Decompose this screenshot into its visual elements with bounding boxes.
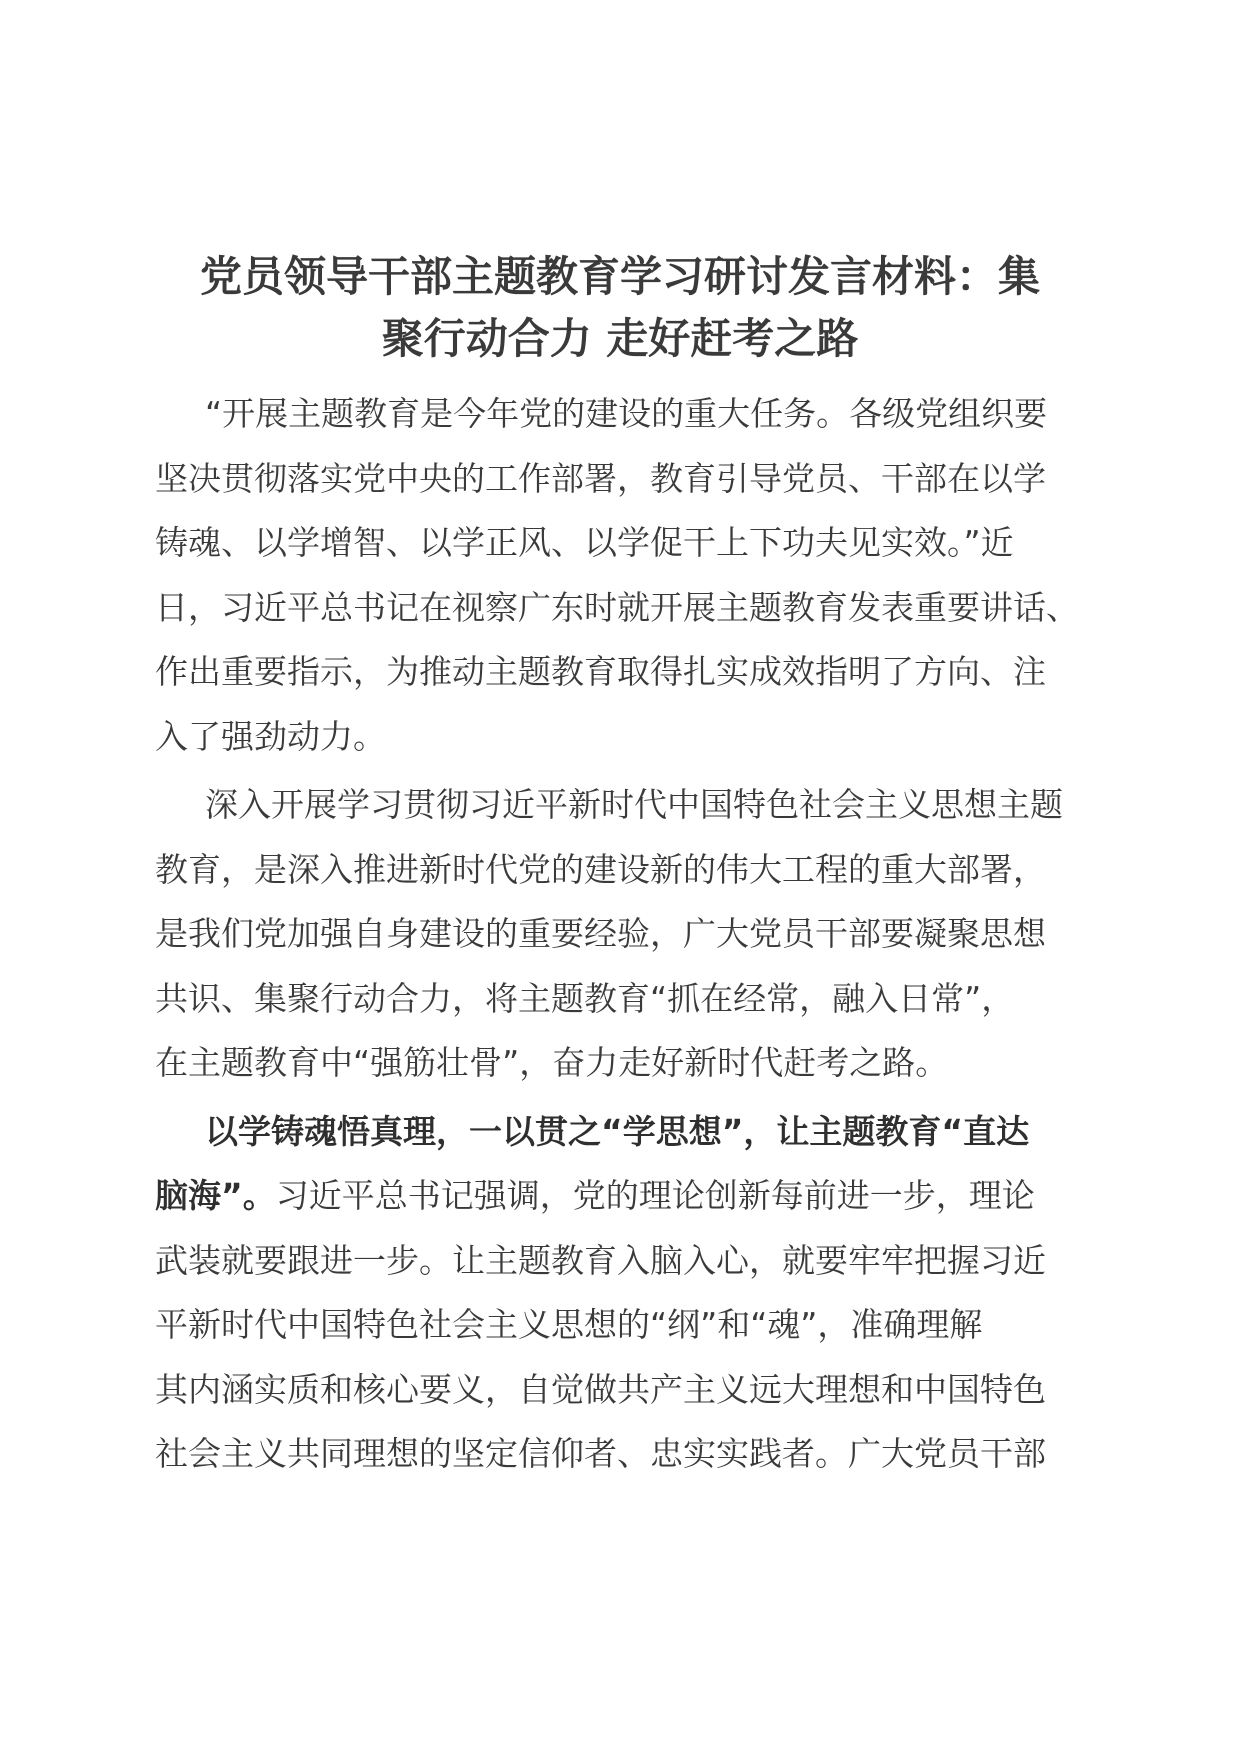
paragraph-line: 铸魂、以学增智、以学正风、以学促干上下功夫见实效。”近 bbox=[155, 523, 1014, 562]
paragraph-line: 是我们党加强自身建设的重要经验，广大党员干部要凝聚思想 bbox=[155, 914, 1046, 953]
paragraph-line: 共识、集聚行动合力，将主题教育“抓在经常，融入日常”， bbox=[155, 978, 1015, 1018]
paragraph-3 bbox=[155, 1100, 1085, 1487]
document-title bbox=[150, 246, 1090, 370]
paragraph-1 bbox=[155, 382, 1085, 769]
section-heading-part-1: 以学铸魂悟真理，一以贯之“学思想”，让主题教育“直达 bbox=[205, 1111, 1030, 1151]
paragraph-line: 社会主义共同理想的坚定信仰者、忠实实践者。广大党员干部 bbox=[155, 1434, 1046, 1473]
paragraph-2 bbox=[155, 773, 1085, 1096]
paragraph-line: 坚决贯彻落实党中央的工作部署，教育引导党员、干部在以学 bbox=[155, 458, 1046, 498]
paragraph-line bbox=[155, 1164, 1085, 1229]
paragraph-line: 其内涵实质和核心要义，自觉做共产主义远大理想和中国特色 bbox=[155, 1369, 1046, 1409]
paragraph-line: 作出重要指示，为推动主题教育取得扎实成效指明了方向、注 bbox=[155, 652, 1046, 691]
paragraph-line: “开展主题教育是今年党的建设的重大任务。各级党组织要 bbox=[205, 394, 1048, 433]
title-line: 党员领导干部主题教育学习研讨发言材料：集 bbox=[199, 252, 1040, 301]
document-body bbox=[155, 382, 1085, 1491]
paragraph-line: 平新时代中国特色社会主义思想的“纲”和“魂”，准确理解 bbox=[155, 1305, 983, 1344]
paragraph-line: 入了强劲动力。 bbox=[155, 716, 386, 756]
section-heading-part-2: 脑海”。 bbox=[155, 1176, 276, 1215]
paragraph-line: 教育，是深入推进新时代党的建设新的伟大工程的重大部署， bbox=[155, 849, 1046, 889]
paragraph-line: 武装就要跟进一步。让主题教育入脑入心，就要牢牢把握习近 bbox=[155, 1240, 1046, 1280]
paragraph-line: 深入开展学习贯彻习近平新时代中国特色社会主义思想主题 bbox=[205, 785, 1063, 824]
paragraph-text: 习近平总书记强调，党的理论创新每前进一步，理论 bbox=[275, 1176, 1035, 1215]
title-line: 聚行动合力 走好赶考之路 bbox=[381, 314, 859, 363]
paragraph-line: 日，习近平总书记在视察广东时就开展主题教育发表重要讲话、 bbox=[155, 587, 1079, 627]
paragraph-line bbox=[155, 1100, 1085, 1165]
paragraph-line: 在主题教育中“强筋壮骨”，奋力走好新时代赶考之路。 bbox=[155, 1043, 949, 1082]
